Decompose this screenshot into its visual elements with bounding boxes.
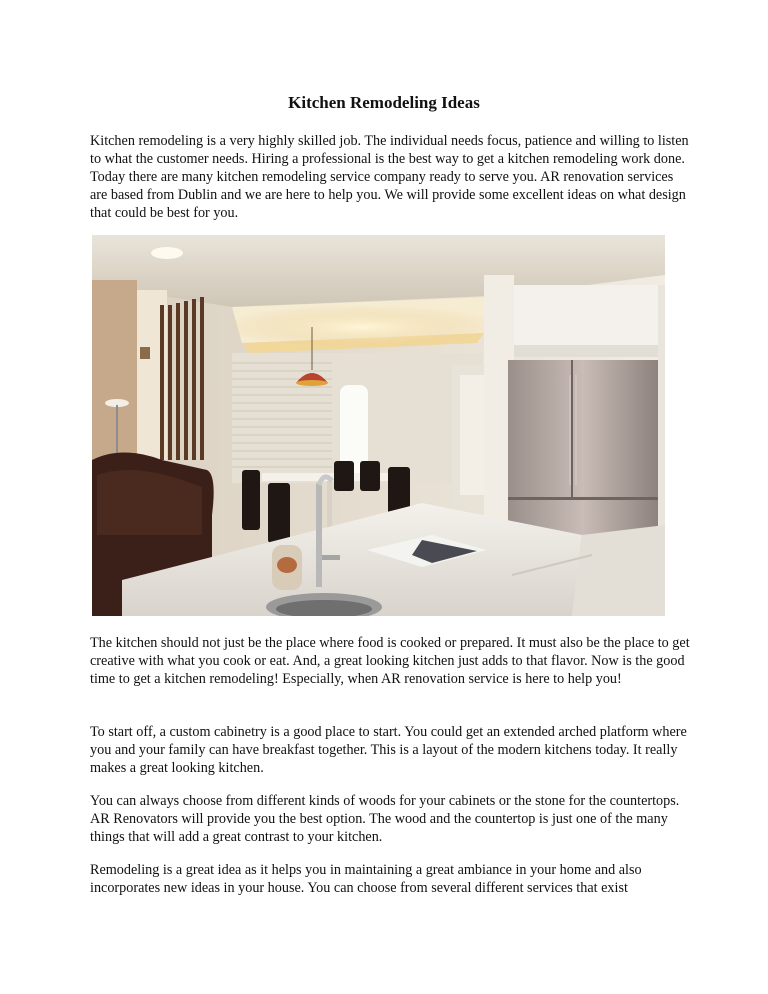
paragraph-3: To start off, a custom cabinetry is a good place to start. You could get an extended arched platform where you and your family can have breakfast together. This is a layout of the modern kitchens today. It really makes a great looking kitchen.: [90, 724, 687, 776]
kitchen-photo: [92, 235, 665, 616]
paragraph-4: You can always choose from different kinds of woods for your cabinets or the stone for the countertops. AR Renovators will provide you the best option. The wood and the countertop is just one of the many things that will add a great contrast to your kitchen.: [90, 793, 680, 845]
paragraph-2: The kitchen should not just be the place where food is cooked or prepared. It must also be the place to get creative with what you cook or eat. And, a great looking kitchen just adds to that flavor. Now is the good time to get a kitchen remodeling! Especially, when AR renovation service is here to help you!: [90, 635, 690, 687]
paragraph-5: Remodeling is a great idea as it helps you in maintaining a great ambiance in your home and also incorporates new ideas in your house. You can choose from several different services that exist: [90, 862, 642, 896]
paragraph-intro: Kitchen remodeling is a very highly skilled job. The individual needs focus, patience and willing to listen to what the customer needs. Hiring a professional is the best way to get a kitchen remodeling work done. Today there are many kitchen remodeling service company ready to serve you. AR renovation services are based from Dublin and we are here to help you. We will provide some excellent ideas on what design that could be best for you.: [90, 133, 689, 221]
page-title: Kitchen Remodeling Ideas: [288, 93, 480, 112]
